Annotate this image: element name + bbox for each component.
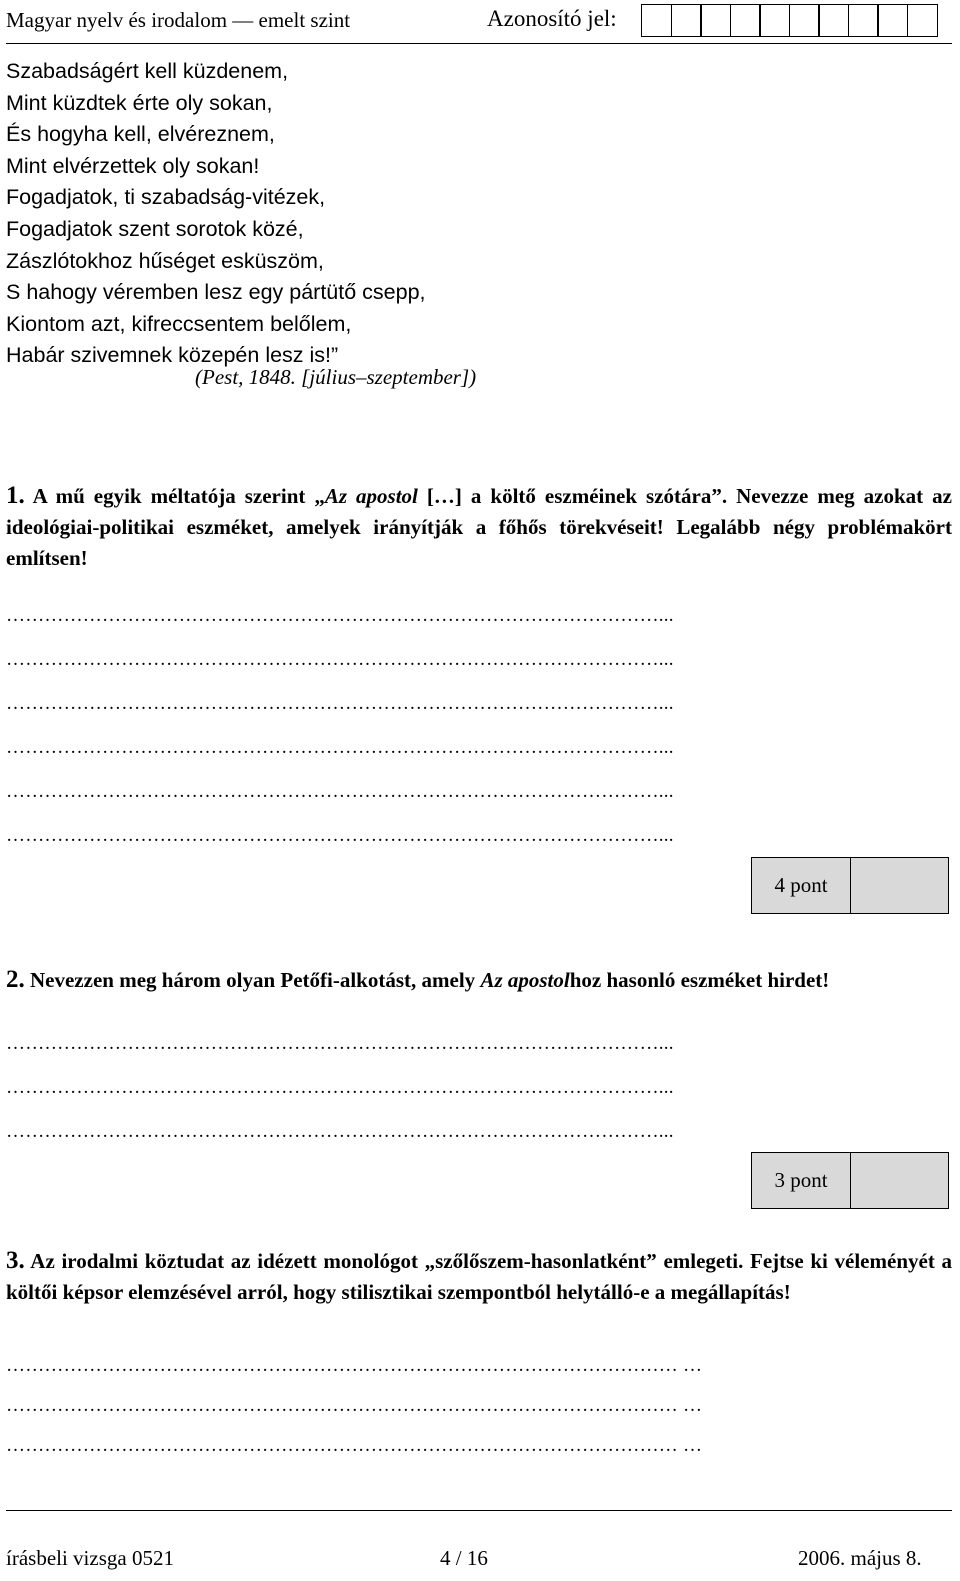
- answer-line[interactable]: …………………………………………………………………………………………...: [6, 1078, 674, 1098]
- id-box[interactable]: [877, 4, 908, 37]
- poem-line: És hogyha kell, elvéreznem,: [6, 122, 275, 147]
- id-box[interactable]: [907, 4, 938, 37]
- page-number: 4 / 16: [440, 1546, 488, 1570]
- poem-line: Fogadjatok, ti szabadság-vitézek,: [6, 185, 326, 210]
- id-label: Azonosító jel:: [487, 6, 617, 31]
- question-italic: Az apostol: [480, 968, 570, 992]
- answer-line[interactable]: …………………………………………………………………………………………… …: [6, 1436, 703, 1456]
- answer-line[interactable]: …………………………………………………………………………………………...: [6, 782, 674, 802]
- question-3: [6, 1245, 952, 1308]
- id-box[interactable]: [759, 4, 790, 37]
- answer-line[interactable]: …………………………………………………………………………………………… …: [6, 1396, 703, 1416]
- poem-line: Habár szivemnek közepén lesz is!”: [6, 343, 339, 368]
- id-box[interactable]: [848, 4, 879, 37]
- answer-line[interactable]: …………………………………………………………………………………………… …: [6, 1356, 703, 1376]
- answer-line[interactable]: …………………………………………………………………………………………...: [6, 606, 674, 626]
- answer-line[interactable]: …………………………………………………………………………………………...: [6, 826, 674, 846]
- poem-line: Fogadjatok szent sorotok közé,: [6, 216, 304, 241]
- question-text: Az irodalmi köztudat az idézett monológot „szőlőszem-hasonlatként” emlegeti. Fejtse ki véleményét a költői képsor elemzésével arról, hogy stilisztikai szempontból helytálló-e a megállapítás!: [6, 1249, 952, 1304]
- id-box[interactable]: [671, 4, 702, 37]
- header-rule: [6, 43, 952, 44]
- id-boxes: [641, 4, 936, 37]
- footer-rule: [6, 1510, 952, 1511]
- question-number: 1.: [6, 482, 25, 509]
- question-1: [6, 480, 952, 574]
- answer-line[interactable]: …………………………………………………………………………………………...: [6, 1122, 674, 1142]
- question-italic: Az apostol: [324, 484, 418, 508]
- footer-exam-code: írásbeli vizsga 0521: [6, 1546, 174, 1570]
- score-cell[interactable]: [851, 1153, 948, 1208]
- question-number: 2.: [6, 966, 25, 993]
- score-box: [751, 1152, 949, 1209]
- answer-line[interactable]: …………………………………………………………………………………………...: [6, 738, 674, 758]
- score-box: [751, 857, 949, 914]
- question-text: hoz hasonló eszméket hirdet!: [569, 968, 830, 992]
- question-text: A mű egyik méltatója szerint „: [24, 484, 325, 508]
- id-box[interactable]: [700, 4, 731, 37]
- poem-date: (Pest, 1848. [július–szeptember]): [195, 365, 477, 389]
- question-text: Nevezzen meg három olyan Petőfi-alkotást, amely: [24, 968, 481, 992]
- poem-line: S hahogy véremben lesz egy pártütő csepp,: [6, 280, 426, 305]
- score-cell[interactable]: [851, 858, 948, 913]
- page-header: [0, 0, 960, 46]
- question-2: [6, 964, 952, 996]
- answer-line[interactable]: …………………………………………………………………………………………...: [6, 650, 674, 670]
- question-number: 3.: [6, 1247, 25, 1274]
- answer-line[interactable]: …………………………………………………………………………………………...: [6, 694, 674, 714]
- score-label: 3 pont: [752, 1153, 851, 1208]
- id-box[interactable]: [730, 4, 761, 37]
- score-label: 4 pont: [752, 858, 851, 913]
- id-box[interactable]: [789, 4, 820, 37]
- subject-title: Magyar nyelv és irodalom — emelt szint: [6, 8, 351, 32]
- poem-line: Zászlótokhoz hűséget esküszöm,: [6, 248, 324, 273]
- poem-line: Szabadságért kell küzdenem,: [6, 59, 289, 83]
- poem-line: Mint küzdtek érte oly sokan,: [6, 90, 273, 115]
- id-box[interactable]: [641, 4, 672, 37]
- question-text: […] a költő eszméinek szótára”. Nevezze meg azokat az ideológiai-politikai eszméket, amelyek irányítják a főhős törekvéseit! Legalább négy problémakört említsen!: [6, 484, 952, 570]
- poem-line: Kiontom azt, kifreccsentem belőlem,: [6, 311, 352, 336]
- poem-line: Mint elvérzettek oly sokan!: [6, 153, 260, 178]
- poem-excerpt: [6, 56, 426, 372]
- exam-date: 2006. május 8.: [798, 1546, 922, 1570]
- id-box[interactable]: [818, 4, 849, 37]
- answer-line[interactable]: …………………………………………………………………………………………...: [6, 1034, 674, 1054]
